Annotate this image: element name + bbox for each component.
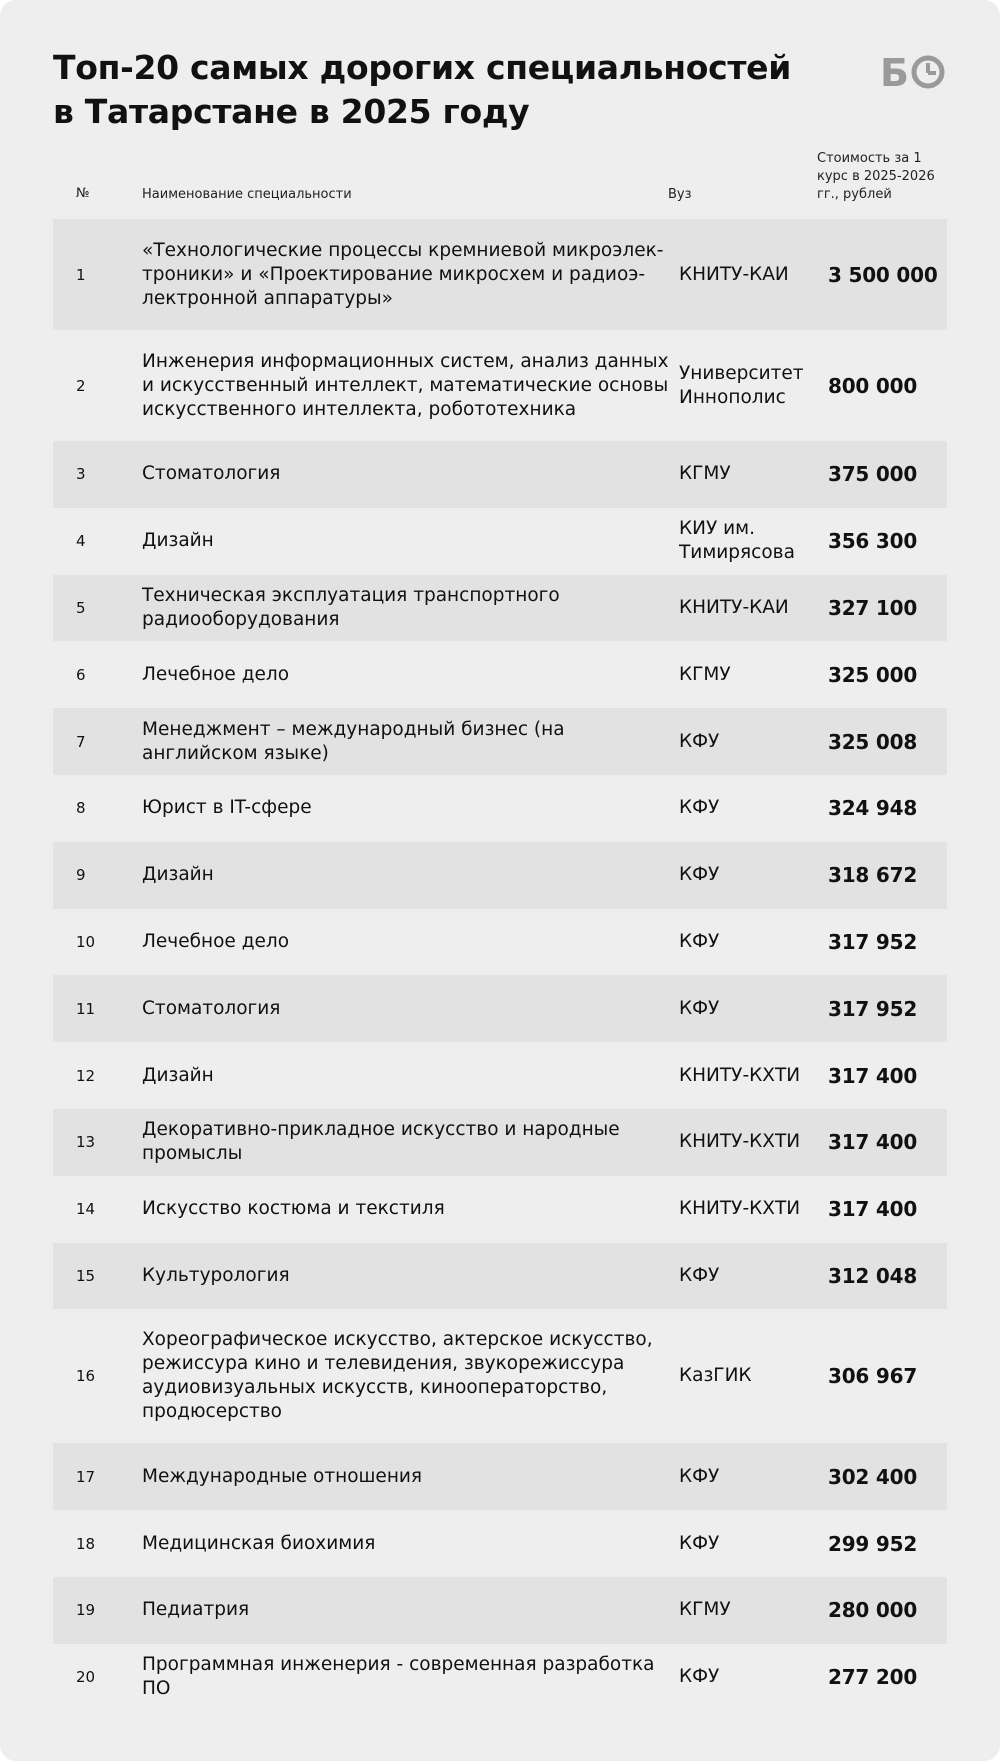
- tuition-cost: 325 008: [828, 729, 918, 754]
- header-num: №: [76, 186, 90, 201]
- bo-logo: [880, 50, 948, 92]
- row-number: 19: [76, 1601, 96, 1620]
- tuition-cost: 317 400: [828, 1130, 918, 1155]
- specialty-name: Педиатрия: [142, 1599, 250, 1621]
- specialty-name: Лечебное дело: [142, 663, 290, 685]
- specialty-name: Дизайн: [142, 864, 214, 886]
- university-name: КИУ им. Тимирясова: [679, 518, 795, 564]
- table-row: [53, 1109, 947, 1176]
- row-number: 15: [76, 1266, 96, 1285]
- university-name: КНИТУ-КАИ: [679, 263, 789, 285]
- table-row: [53, 1443, 947, 1510]
- tuition-cost: 800 000: [828, 373, 918, 398]
- page-title: Топ-20 самых дорогих специальностей в Татарстане в 2025 году: [53, 48, 792, 131]
- specialty-name: Лечебное дело: [142, 930, 290, 952]
- university-name: КФУ: [679, 930, 720, 952]
- bo-logo-letter: Б: [880, 51, 909, 92]
- row-number: 10: [76, 932, 96, 951]
- tuition-cost: 317 952: [828, 929, 918, 954]
- specialty-name: Менеджмент – международный бизнес (на английском языке): [142, 718, 565, 764]
- table-row: [53, 1644, 947, 1711]
- row-number: 2: [76, 376, 86, 395]
- header-cost: Стоимость за 1 курс в 2025-2026 гг., рублей: [817, 151, 935, 202]
- university-name: Университет Иннополис: [679, 362, 804, 408]
- tuition-cost: 375 000: [828, 462, 918, 487]
- row-number: 12: [76, 1066, 96, 1085]
- table-row: [53, 909, 947, 976]
- row-number: 6: [76, 665, 86, 684]
- university-name: КФУ: [679, 1465, 720, 1487]
- university-name: КФУ: [679, 864, 720, 886]
- university-name: КНИТУ-КХТИ: [679, 1131, 801, 1153]
- university-name: КГМУ: [679, 463, 731, 485]
- specialty-name: Искусство костюма и текстиля: [142, 1198, 445, 1220]
- tuition-cost: 302 400: [828, 1464, 918, 1489]
- row-number: 8: [76, 799, 86, 818]
- tuition-cost: 306 967: [828, 1364, 918, 1389]
- specialty-name: Инженерия информационных систем, анализ данных и искусственный интеллект, математические основы искусственного интеллекта, робототехника: [142, 350, 669, 420]
- tuition-cost: 317 400: [828, 1197, 918, 1222]
- row-number: 18: [76, 1534, 96, 1553]
- university-name: КНИТУ-КХТИ: [679, 1064, 801, 1086]
- specialty-name: Юрист в IT-сфере: [142, 797, 312, 819]
- row-number: 1: [76, 265, 86, 284]
- tuition-cost: 327 100: [828, 595, 918, 620]
- specialty-name: Дизайн: [142, 1064, 214, 1086]
- row-number: 3: [76, 465, 86, 484]
- university-name: КНИТУ-КАИ: [679, 596, 789, 618]
- table-row: [53, 1577, 947, 1644]
- row-number: 5: [76, 598, 86, 617]
- specialty-name: Хореографическое искусство, актерское искусство, режиссура кино и телевидения, звукорежиссура аудиовизуальных искусств, кинооператорство, продюсерство: [142, 1329, 653, 1423]
- specialty-name: Декоративно-прикладное искусство и народные промыслы: [142, 1119, 620, 1165]
- row-number: 13: [76, 1133, 96, 1152]
- table-row: [53, 842, 947, 909]
- specialty-name: Стоматология: [142, 463, 281, 485]
- table-row: [53, 1042, 947, 1109]
- row-number: 17: [76, 1467, 96, 1486]
- table-row: [53, 708, 947, 775]
- tuition-cost: 299 952: [828, 1531, 918, 1556]
- table-row: [53, 1176, 947, 1243]
- row-number: 20: [76, 1668, 96, 1687]
- specialty-name: Дизайн: [142, 530, 214, 552]
- university-name: КФУ: [679, 997, 720, 1019]
- tuition-cost: 317 400: [828, 1063, 918, 1088]
- university-name: КНИТУ-КХТИ: [679, 1198, 801, 1220]
- tuition-cost: 317 952: [828, 996, 918, 1021]
- row-number: 9: [76, 866, 86, 885]
- tuition-cost: 356 300: [828, 529, 918, 554]
- row-number: 16: [76, 1367, 96, 1386]
- tuition-cost: 325 000: [828, 662, 918, 687]
- university-name: КФУ: [679, 730, 720, 752]
- university-name: КФУ: [679, 797, 720, 819]
- tuition-cost: 312 048: [828, 1263, 918, 1288]
- university-name: КГМУ: [679, 663, 731, 685]
- tuition-cost: 318 672: [828, 863, 918, 888]
- specialties-table: [53, 219, 947, 1711]
- table-row: [53, 1309, 947, 1443]
- tuition-cost: 277 200: [828, 1665, 918, 1690]
- specialty-name: Стоматология: [142, 997, 281, 1019]
- table-row: [53, 441, 947, 508]
- row-number: 4: [76, 532, 86, 551]
- header-uni: Вуз: [668, 187, 692, 202]
- table-row: [53, 1243, 947, 1310]
- table-row: [53, 575, 947, 642]
- specialty-name: Международные отношения: [142, 1465, 423, 1487]
- table-row: [53, 975, 947, 1042]
- university-name: КФУ: [679, 1264, 720, 1286]
- table-row: [53, 330, 947, 441]
- table-row: [53, 1510, 947, 1577]
- table-row: [53, 641, 947, 708]
- row-number: 7: [76, 732, 86, 751]
- university-name: КГМУ: [679, 1599, 731, 1621]
- row-number: 14: [76, 1200, 96, 1219]
- table-row: [53, 775, 947, 842]
- specialty-name: Культурология: [142, 1264, 290, 1286]
- specialty-name: Медицинская биохимия: [142, 1532, 376, 1554]
- table-row: [53, 219, 947, 330]
- university-name: КФУ: [679, 1666, 720, 1688]
- row-number: 11: [76, 999, 96, 1018]
- tuition-cost: 280 000: [828, 1598, 918, 1623]
- university-name: КФУ: [679, 1532, 720, 1554]
- specialty-name: «Технологические процессы кремниевой микроэлек-троники» и «Проектирование микросхем и радиоэ-лектронной аппаратуры»: [142, 239, 664, 309]
- tuition-cost: 324 948: [828, 796, 918, 821]
- specialty-name: Техническая эксплуатация транспортного радиооборудования: [142, 584, 560, 630]
- header-name: Наименование специальности: [142, 187, 352, 202]
- table-row: [53, 508, 947, 575]
- specialty-name: Программная инженерия - современная разработка ПО: [142, 1654, 655, 1700]
- university-name: КазГИК: [679, 1365, 752, 1387]
- tuition-cost: 3 500 000: [828, 262, 938, 287]
